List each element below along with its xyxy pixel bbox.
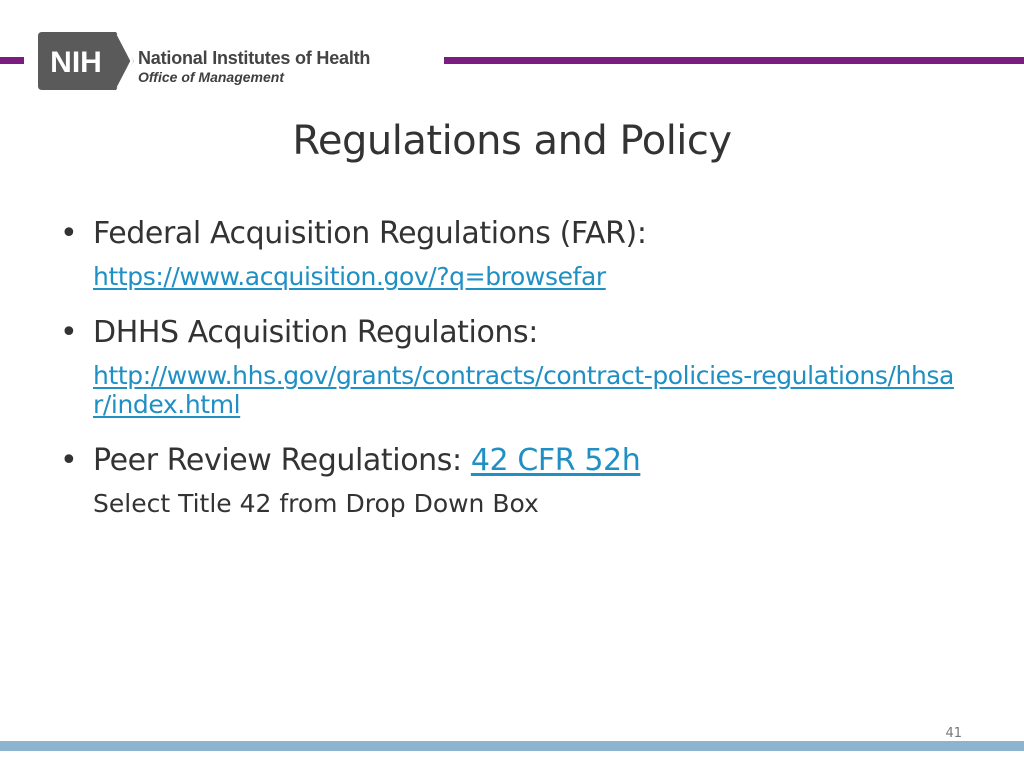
bullet-text: DHHS Acquisition Regulations:: [93, 315, 538, 350]
nih-logo: [38, 32, 134, 90]
cfr-link[interactable]: 42 CFR 52h: [470, 443, 641, 478]
bullet-item-far: [60, 206, 970, 262]
header-accent-bar-right: [444, 57, 1024, 64]
bullet-dot: •: [60, 216, 78, 251]
logo-mark-text: NIH: [50, 46, 102, 79]
logo-wordmark: [138, 48, 370, 86]
bullet-dot: •: [60, 443, 78, 478]
org-name: National Institutes of Health: [138, 48, 371, 68]
bullet-text: Peer Review Regulations:: [93, 443, 471, 478]
bullet-dot: •: [60, 315, 78, 350]
bullet-item-peer-review: [60, 433, 970, 489]
nih-logo-icon: [38, 32, 134, 90]
peer-review-note: Select Title 42 from Drop Down Box: [93, 489, 539, 518]
bullet-text: Federal Acquisition Regulations (FAR):: [93, 216, 647, 251]
bullet-item-dhhs: [60, 305, 970, 361]
far-link[interactable]: https://www.acquisition.gov/?q=browsefar: [93, 262, 606, 291]
page-number: 41: [945, 726, 962, 741]
hhsar-link[interactable]: http://www.hhs.gov/grants/contracts/contract-policies-regulations/hhsar/index.html: [93, 361, 954, 419]
sub-item: [60, 262, 970, 291]
sub-item: [60, 361, 970, 419]
office-name: Office of Management: [138, 69, 284, 85]
header-accent-bar-left: [0, 57, 24, 64]
bullet-list: [60, 206, 970, 518]
footer-bar: [0, 741, 1024, 751]
slide-title: Regulations and Policy: [292, 118, 732, 164]
